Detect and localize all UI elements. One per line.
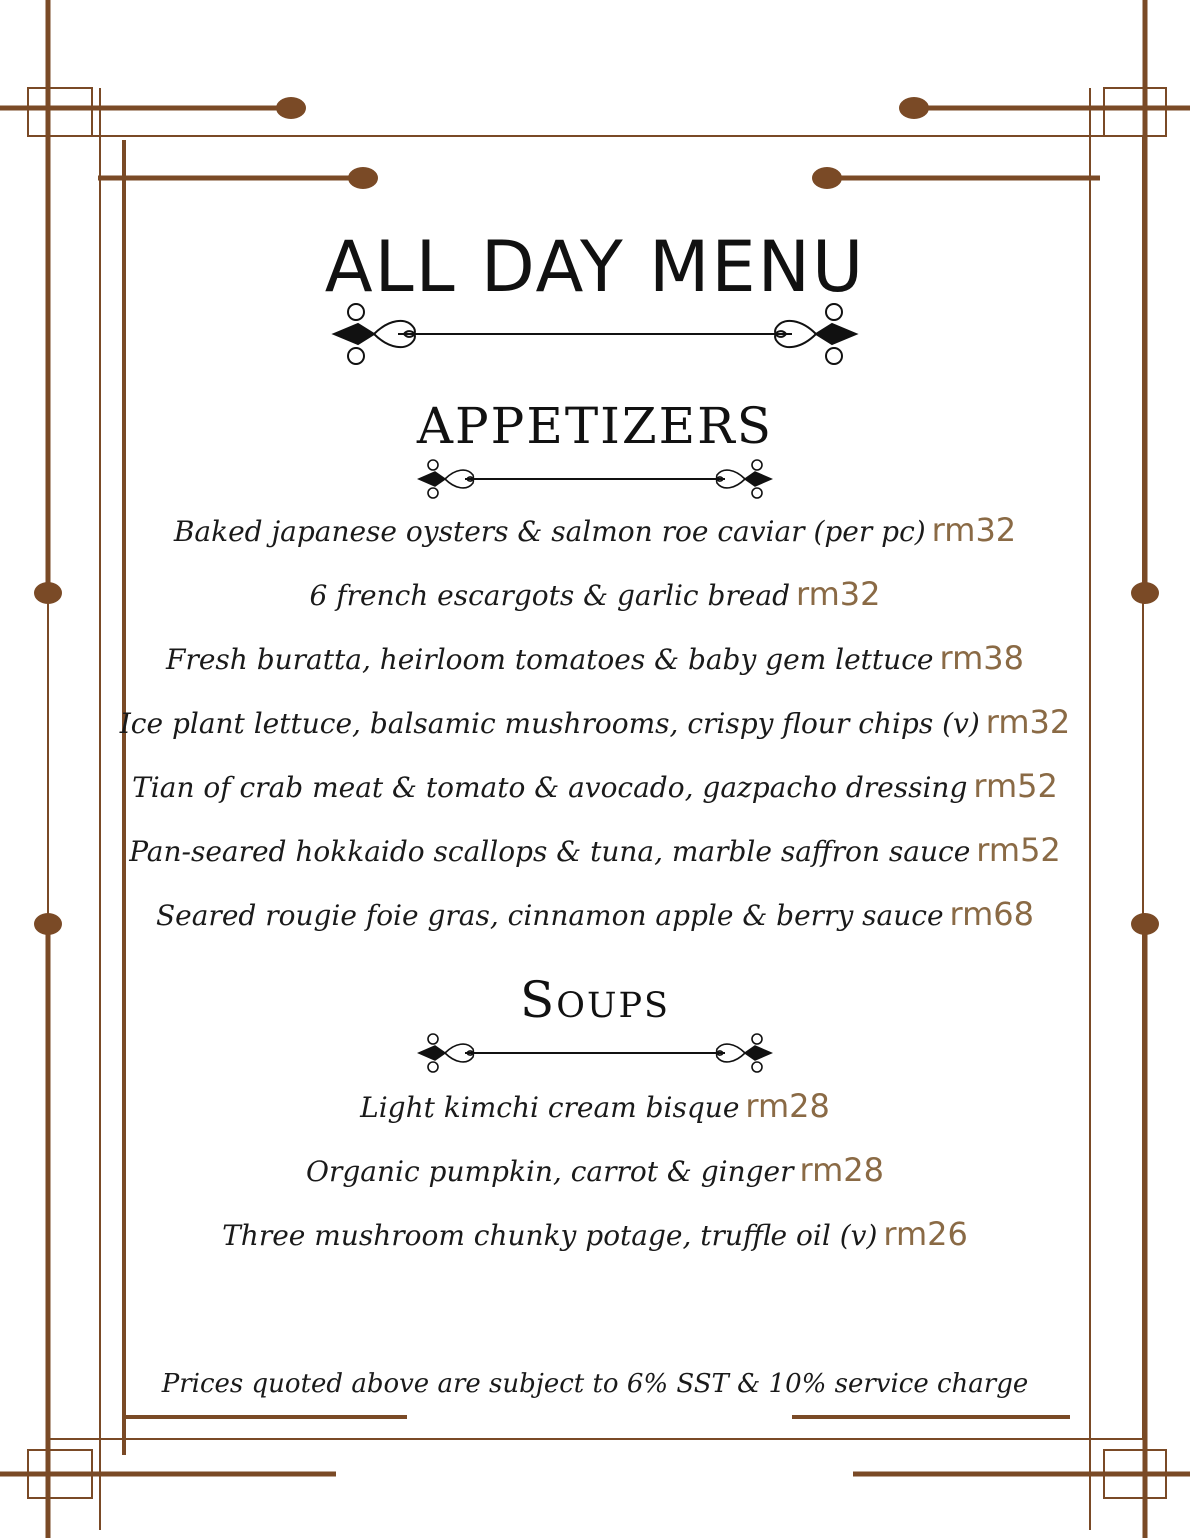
item-price: rm32 — [985, 703, 1071, 741]
appetizers-flourish-divider — [415, 458, 775, 500]
appetizers-heading: APPETIZERS — [416, 397, 774, 455]
menu-item — [0, 510, 1190, 552]
item-price: rm68 — [949, 895, 1034, 933]
item-price: rm26 — [883, 1215, 968, 1253]
item-name: Three mushroom chunky potage, truffle oil (v) — [222, 1219, 878, 1252]
item-name: Pan-seared hokkaido scallops & tuna, marble saffron sauce — [129, 835, 971, 868]
item-name: Baked japanese oysters & salmon roe caviar (per pc) — [173, 515, 926, 548]
item-name: 6 french escargots & garlic bread — [309, 579, 790, 612]
item-name: Light kimchi cream bisque — [360, 1091, 740, 1124]
menu-item — [0, 894, 1190, 936]
item-price: rm28 — [799, 1151, 884, 1189]
title-flourish-divider — [328, 300, 862, 368]
menu-title: ALL DAY MENU — [324, 226, 866, 308]
item-price: rm38 — [939, 639, 1024, 677]
menu-item — [0, 1150, 1190, 1192]
menu-item — [0, 766, 1190, 808]
item-price: rm52 — [973, 767, 1058, 805]
menu-item — [0, 830, 1190, 872]
item-price: rm32 — [931, 511, 1017, 549]
menu-item — [0, 1214, 1190, 1256]
menu-item — [0, 574, 1190, 616]
item-name: Tian of crab meat & tomato & avocado, gazpacho dressing — [132, 771, 968, 804]
item-price: rm28 — [745, 1087, 830, 1125]
item-name: Ice plant lettuce, balsamic mushrooms, crispy flour chips (v) — [119, 707, 980, 740]
soups-flourish-divider — [415, 1032, 775, 1074]
item-name: Fresh buratta, heirloom tomatoes & baby gem lettuce — [166, 643, 934, 676]
menu-item — [0, 638, 1190, 680]
item-name: Seared rougie foie gras, cinnamon apple & berry sauce — [155, 899, 944, 932]
menu-item — [0, 1086, 1190, 1128]
soups-heading: Soups — [520, 971, 670, 1029]
item-price: rm32 — [796, 575, 881, 613]
item-price: rm52 — [976, 831, 1061, 869]
item-name: Organic pumpkin, carrot & ginger — [306, 1155, 794, 1188]
pricing-footnote: Prices quoted above are subject to 6% SST & 10% service charge — [161, 1369, 1029, 1399]
menu-item — [0, 702, 1190, 744]
